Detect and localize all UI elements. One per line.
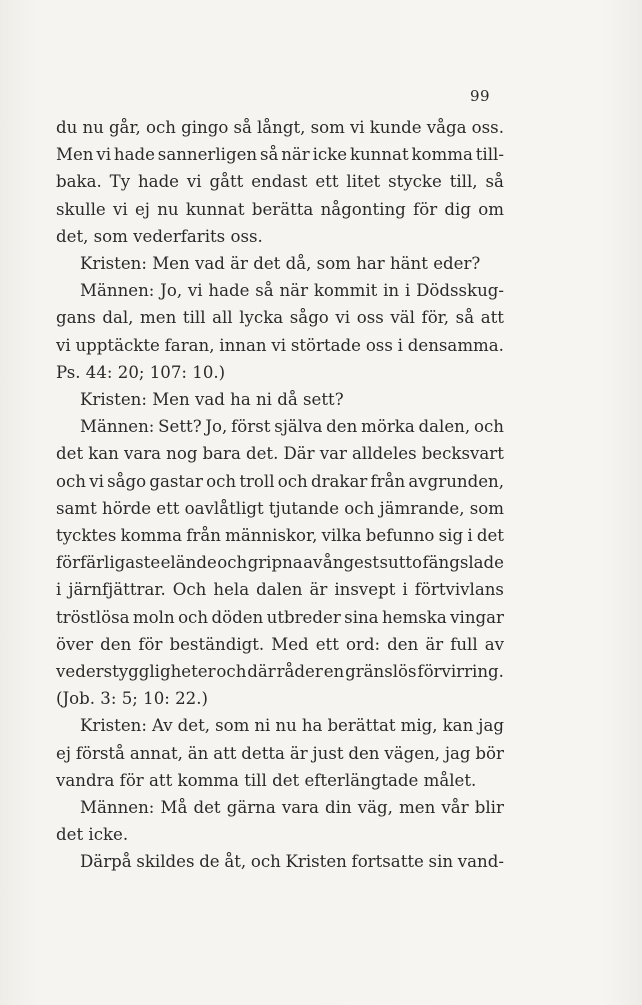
word: från — [186, 526, 221, 546]
word: det — [56, 444, 84, 464]
word: vi — [56, 335, 71, 355]
word: kunnat — [349, 145, 409, 165]
word: Med — [271, 634, 309, 654]
text-line — [56, 413, 504, 440]
word: ett — [315, 172, 339, 192]
text-line — [56, 468, 504, 495]
word: vand- — [457, 852, 504, 872]
word: detta — [241, 743, 285, 763]
word: oavlåtligt — [184, 498, 264, 518]
word: nog — [166, 444, 198, 464]
word: råder — [276, 662, 323, 682]
word: vi — [271, 335, 287, 355]
word: det. — [245, 444, 279, 464]
word: är — [425, 634, 444, 654]
word: hörde — [102, 498, 152, 518]
word: kan — [442, 716, 474, 736]
word: jämrande, — [379, 498, 465, 518]
word: berätta — [251, 199, 314, 219]
word: hade — [137, 172, 180, 192]
word: alldeles — [352, 444, 417, 464]
word: över — [56, 634, 94, 654]
word: Kristen — [285, 852, 347, 872]
word: moln — [132, 607, 175, 627]
word: och — [250, 852, 281, 872]
text-line: det icke. — [56, 825, 129, 845]
word: kunnat — [185, 199, 245, 219]
word: de — [199, 852, 220, 872]
word: oss — [356, 308, 384, 328]
word: nu — [157, 199, 179, 219]
word: och — [473, 417, 504, 437]
word: troll — [239, 471, 275, 491]
word: vi — [187, 281, 203, 301]
word: litet — [346, 172, 381, 192]
word: ord: — [345, 634, 381, 654]
word: Må — [160, 798, 188, 818]
word: först — [231, 417, 271, 437]
word: sågo — [107, 471, 147, 491]
word: gärna — [226, 798, 276, 818]
word: ej — [56, 743, 71, 763]
word: Dödsskug- — [416, 281, 504, 301]
word: becksvart — [421, 444, 504, 464]
text-line: det, som vederfarits oss. — [56, 226, 263, 246]
text-line — [56, 304, 504, 331]
word: att — [213, 743, 237, 763]
word: Ty — [109, 172, 131, 192]
word: när — [279, 281, 308, 301]
word: baka. — [56, 172, 102, 192]
word: beständigt. — [169, 634, 265, 654]
word: Där — [283, 444, 315, 464]
word: ha — [301, 716, 323, 736]
word: den — [100, 634, 132, 654]
word: Jo, — [205, 417, 228, 437]
word: men — [140, 308, 177, 328]
word: själva — [274, 417, 323, 437]
word: vara — [123, 444, 162, 464]
word: och — [145, 118, 176, 137]
word: vi — [112, 199, 128, 219]
word: som — [469, 498, 504, 518]
word: åt, — [224, 852, 247, 872]
word: jag — [478, 716, 504, 736]
word: förvirring. — [417, 662, 504, 682]
word: förtvivlans — [414, 580, 504, 600]
text-line — [56, 114, 504, 141]
word: dalen — [256, 580, 303, 600]
word: nu — [82, 118, 104, 137]
word: gränslös — [345, 662, 417, 682]
word: vägen, — [384, 743, 441, 763]
word: Kristen: — [80, 716, 147, 736]
text-line — [56, 440, 504, 467]
text-line — [56, 604, 504, 631]
page-number: 99 — [470, 87, 491, 105]
word: mörka — [361, 417, 415, 437]
text-line: Ps. 44: 20; 107: 10.) — [56, 362, 226, 382]
word: stycke — [388, 172, 442, 192]
word: hade — [208, 281, 250, 301]
word: faran, — [164, 335, 215, 355]
text-line: Kristen: Men vad ha ni då sett? — [80, 390, 344, 410]
word: lycka — [239, 308, 284, 328]
word: så — [485, 172, 504, 192]
word: sig — [438, 526, 464, 546]
word: samt — [56, 498, 97, 518]
word: när — [281, 145, 310, 165]
word: att — [480, 308, 504, 328]
text-line — [56, 848, 504, 875]
word: till — [182, 308, 206, 328]
word: och — [216, 662, 247, 682]
word: och — [178, 607, 209, 627]
word: så — [455, 308, 475, 328]
word: upptäckte — [75, 335, 160, 355]
word: människor, — [225, 526, 318, 546]
word: gripna — [247, 553, 303, 573]
word: vilka — [321, 526, 362, 546]
word: Jo, — [160, 281, 183, 301]
word: ni — [254, 716, 271, 736]
word: sannerligen — [157, 145, 258, 165]
word: vara — [281, 798, 319, 818]
word: det — [476, 526, 504, 546]
word: avgrunden, — [408, 471, 504, 491]
word: gått — [209, 172, 244, 192]
text-line — [56, 740, 504, 767]
word: densamma. — [407, 335, 504, 355]
word: gingo — [181, 118, 229, 137]
word: bara — [202, 444, 241, 464]
text-line — [56, 196, 504, 223]
word: sin — [428, 852, 454, 872]
word: Männen: — [80, 798, 155, 818]
word: i — [397, 335, 403, 355]
word: än — [187, 743, 209, 763]
word: din — [325, 798, 352, 818]
word: järnfjättrar. — [68, 580, 166, 600]
word: dal, — [102, 308, 134, 328]
text-line — [56, 576, 504, 603]
word: sutto — [379, 553, 423, 573]
word: oss — [365, 335, 393, 355]
word: Och — [172, 580, 207, 600]
word: skulle — [56, 199, 106, 219]
word: gastar — [149, 471, 203, 491]
word: tycktes — [56, 526, 117, 546]
word: all — [212, 308, 233, 328]
word: vi — [335, 308, 351, 328]
word: oss. — [471, 118, 504, 137]
word: i — [56, 580, 62, 600]
word: vår — [441, 798, 469, 818]
word: elände — [160, 553, 217, 573]
word: var — [319, 444, 347, 464]
word: långt, — [256, 118, 306, 137]
word: för, — [421, 308, 450, 328]
word: innan — [219, 335, 267, 355]
word: tjutande — [268, 498, 340, 518]
text-line — [56, 277, 504, 304]
word: från — [370, 471, 406, 491]
text-line — [56, 522, 504, 549]
word: så — [233, 118, 252, 137]
word: just — [312, 743, 344, 763]
word: och — [206, 471, 237, 491]
word: kunde — [369, 118, 422, 137]
word: vi — [186, 172, 202, 192]
word: icke — [312, 145, 348, 165]
word: väl — [390, 308, 415, 328]
word: som — [215, 716, 250, 736]
word: fortsatte — [351, 852, 424, 872]
word: en — [323, 662, 345, 682]
word: som — [310, 118, 345, 137]
word: och — [217, 553, 248, 573]
word: det, — [177, 716, 211, 736]
word: sågo — [289, 308, 329, 328]
word: tröstlösa — [56, 607, 130, 627]
word: men — [399, 798, 436, 818]
word: vederstyggligheter — [56, 662, 216, 682]
word: är — [309, 580, 328, 600]
word: för — [138, 634, 163, 654]
word: där — [247, 662, 276, 682]
word: komma — [411, 145, 473, 165]
word: till- — [475, 145, 504, 165]
text-line — [56, 712, 504, 739]
word: Men — [56, 145, 94, 165]
word: sina — [344, 607, 379, 627]
text-line: vandra för att komma till det efterlängtade målet. — [56, 770, 477, 790]
word: Sett? — [158, 417, 202, 437]
text-line — [56, 168, 504, 195]
word: Männen: — [80, 417, 155, 437]
word: om — [478, 199, 504, 219]
word: skildes — [136, 852, 195, 872]
word: befunno — [365, 526, 435, 546]
word: dig — [444, 199, 471, 219]
word: utbreder — [266, 607, 341, 627]
word: ej — [134, 199, 150, 219]
word: för — [413, 199, 438, 219]
word: mig, — [400, 716, 438, 736]
word: Männen: — [80, 281, 155, 301]
word: så — [259, 145, 279, 165]
word: av — [303, 553, 323, 573]
word: förfärligaste — [56, 553, 161, 573]
word: bör — [475, 743, 504, 763]
word: hela — [213, 580, 250, 600]
word: Därpå — [80, 852, 132, 872]
word: väg, — [357, 798, 393, 818]
word: i — [467, 526, 473, 546]
word: kan — [88, 444, 119, 464]
text-line — [56, 658, 504, 685]
word: nu — [275, 716, 297, 736]
word: ett — [315, 634, 339, 654]
word: vi — [89, 471, 104, 491]
word: i — [402, 580, 408, 600]
text-line — [56, 495, 504, 522]
word: så — [255, 281, 274, 301]
text-line: Kristen: Men vad är det då, som har hänt eder? — [80, 254, 481, 274]
word: hemska — [382, 607, 447, 627]
word: komma — [120, 526, 183, 546]
word: i — [404, 281, 411, 301]
word: ångest — [322, 553, 380, 573]
word: förstå — [75, 743, 125, 763]
word: och — [56, 471, 86, 491]
word: störtade — [290, 335, 361, 355]
word: den — [348, 743, 380, 763]
word: det — [193, 798, 221, 818]
word: fängslade — [422, 553, 504, 573]
word: insvept — [334, 580, 396, 600]
word: gans — [56, 308, 96, 328]
word: och — [344, 498, 375, 518]
word: annat, — [129, 743, 183, 763]
word: går, — [108, 118, 141, 137]
word: hade — [113, 145, 155, 165]
text-line — [56, 631, 504, 658]
word: våga — [426, 118, 467, 137]
word: och — [277, 471, 308, 491]
word: Av — [151, 716, 173, 736]
word: dalen, — [418, 417, 471, 437]
body-text — [56, 114, 504, 876]
word: vi — [96, 145, 112, 165]
word: berättat — [327, 716, 396, 736]
word: den — [387, 634, 419, 654]
word: den — [326, 417, 358, 437]
word: vi — [349, 118, 365, 137]
text-line — [56, 794, 504, 821]
word: blir — [474, 798, 504, 818]
word: döden — [211, 607, 264, 627]
word: vingar — [450, 607, 504, 627]
word: någonting — [320, 199, 406, 219]
word: in — [383, 281, 400, 301]
word: drakar — [310, 471, 368, 491]
word: av — [484, 634, 504, 654]
text-line: (Job. 3: 5; 10: 22.) — [56, 689, 208, 709]
text-line — [56, 141, 504, 168]
text-line — [56, 549, 504, 576]
word: är — [289, 743, 308, 763]
word: ett — [156, 498, 180, 518]
word: till, — [449, 172, 478, 192]
word: jag — [444, 743, 471, 763]
word: du — [56, 118, 78, 137]
word: kommit — [313, 281, 378, 301]
word: endast — [251, 172, 308, 192]
text-line — [56, 332, 504, 359]
word: full — [450, 634, 478, 654]
